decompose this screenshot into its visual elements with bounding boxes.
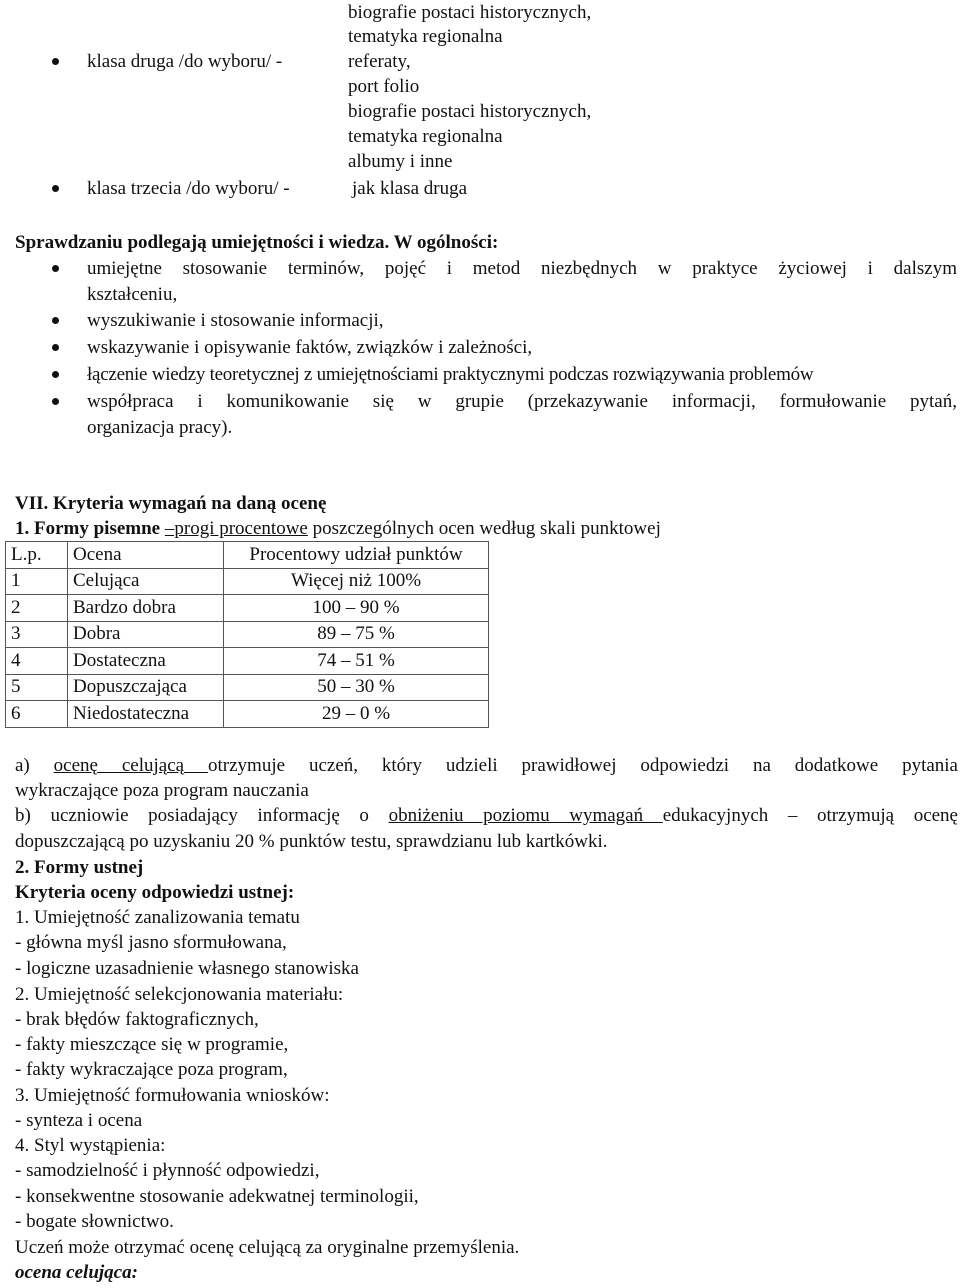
cell-grade: Bardzo dobra <box>68 595 224 622</box>
final-grade-label: ocena celująca: <box>15 1262 138 1283</box>
header-cell-percent: Procentowy udział punktów <box>224 542 489 569</box>
table-row <box>6 648 489 675</box>
note-a-highlight: ocenę celującą <box>53 755 209 776</box>
skills-item-1-line-1: umiejętne stosowanie terminów, pojęć i metod niezbędnych w praktyce życiowej i dalszym <box>87 258 957 279</box>
cell-lp: 3 <box>6 621 68 648</box>
skills-item-5-line-2: organizacja pracy). <box>87 417 233 438</box>
table-row <box>6 674 489 701</box>
cell-lp: 2 <box>6 595 68 622</box>
table-row <box>6 701 489 728</box>
skills-heading: Sprawdzaniu podlegają umiejętności i wiedza. W ogólności: <box>15 232 499 253</box>
bullet-icon <box>52 185 59 192</box>
oral-line: 3. Umiejętność formułowania wniosków: <box>15 1085 330 1106</box>
cell-percent: 100 – 90 % <box>224 595 489 622</box>
bullet-icon <box>52 58 59 65</box>
note-a-line-2: wykraczające poza program nauczania <box>15 780 309 801</box>
cell-percent: 74 – 51 % <box>224 648 489 675</box>
skills-item-5-line-1: współpraca i komunikowanie się w grupie (przekazywanie informacji, formułowanie pytań, <box>87 391 957 412</box>
bullet-icon <box>52 398 59 405</box>
note-b-rest: edukacyjnych – otrzymują ocenę <box>662 805 958 826</box>
grade-table <box>5 541 489 728</box>
oral-line: - główna myśl jasno sformułowana, <box>15 932 287 953</box>
class2-value-1: referaty, <box>348 51 411 72</box>
note-b-highlight: obniżeniu poziomu wymagań <box>388 805 663 826</box>
skills-item-3: wskazywanie i opisywanie faktów, związków i zależności, <box>87 337 533 358</box>
cell-percent: 89 – 75 % <box>224 621 489 648</box>
skills-item-1-line-2: kształceniu, <box>87 284 178 305</box>
oral-line: - brak błędów faktograficznych, <box>15 1009 259 1030</box>
class2-value-5: albumy i inne <box>348 151 453 172</box>
note-a-prefix: a) <box>15 755 54 776</box>
oral-line: 4. Styl wystąpienia: <box>15 1135 166 1156</box>
table-row <box>6 621 489 648</box>
class2-value-4: tematyka regionalna <box>348 126 503 147</box>
intro-line-2: tematyka regionalna <box>348 26 503 47</box>
percent-thresholds-label: –progi procentowe <box>164 518 308 539</box>
section-heading: VII. Kryteria wymagań na daną ocenę <box>15 493 327 514</box>
written-forms-label: 1. Formy pisemne <box>15 518 165 539</box>
class2-value-3: biografie postaci historycznych, <box>348 101 592 122</box>
oral-line: - konsekwentne stosowanie adekwatnej terminologii, <box>15 1186 419 1207</box>
bullet-icon <box>52 317 59 324</box>
class3-label: klasa trzecia /do wyboru/ - <box>87 178 290 199</box>
class2-value-2: port folio <box>348 76 420 97</box>
note-b-line-1 <box>15 803 958 828</box>
bullet-icon <box>52 371 59 378</box>
oral-line: - logiczne uzasadnienie własnego stanowiska <box>15 958 359 979</box>
note-a-line-1 <box>15 753 958 778</box>
cell-lp: 5 <box>6 674 68 701</box>
cell-percent: Więcej niż 100% <box>224 568 489 595</box>
oral-line: - samodzielność i płynność odpowiedzi, <box>15 1160 320 1181</box>
cell-percent: 50 – 30 % <box>224 674 489 701</box>
table-header-row <box>6 542 489 569</box>
cell-percent: 29 – 0 % <box>224 701 489 728</box>
bullet-icon <box>52 344 59 351</box>
class3-value: jak klasa druga <box>352 178 468 199</box>
oral-line: Uczeń może otrzymać ocenę celującą za oryginalne przemyślenia. <box>15 1237 520 1258</box>
table-row <box>6 595 489 622</box>
cell-grade: Niedostateczna <box>68 701 224 728</box>
skills-item-4: łączenie wiedzy teoretycznej z umiejętnościami praktycznymi podczas rozwiązywania problemów <box>87 364 814 385</box>
cell-lp: 4 <box>6 648 68 675</box>
oral-line: - fakty wykraczające poza program, <box>15 1059 288 1080</box>
oral-line: 1. Umiejętność zanalizowania tematu <box>15 907 300 928</box>
oral-line: 2. Umiejętność selekcjonowania materiału: <box>15 984 344 1005</box>
oral-line: - synteza i ocena <box>15 1110 143 1131</box>
oral-criteria-heading: Kryteria oceny odpowiedzi ustnej: <box>15 882 295 903</box>
written-forms-rest: poszczególnych ocen według skali punktowej <box>307 518 661 539</box>
skills-item-2: wyszukiwanie i stosowanie informacji, <box>87 310 384 331</box>
note-a-rest: otrzymuje uczeń, który udzieli prawidłowej odpowiedzi na dodatkowe pytania <box>208 755 958 776</box>
cell-lp: 6 <box>6 701 68 728</box>
oral-line: - bogate słownictwo. <box>15 1211 174 1232</box>
cell-grade: Dobra <box>68 621 224 648</box>
class2-label: klasa druga /do wyboru/ - <box>87 51 283 72</box>
intro-line-1: biografie postaci historycznych, <box>348 2 592 23</box>
written-forms-subheading <box>15 516 661 541</box>
note-b-line-2: dopuszczającą po uzyskaniu 20 % punktów testu, sprawdzianu lub kartkówki. <box>15 831 608 852</box>
note-b-prefix: b) uczniowie posiadający informację o <box>15 805 389 826</box>
table-row <box>6 568 489 595</box>
cell-grade: Dopuszczająca <box>68 674 224 701</box>
bullet-icon <box>52 265 59 272</box>
oral-heading: 2. Formy ustnej <box>15 857 144 878</box>
oral-line: - fakty mieszczące się w programie, <box>15 1034 289 1055</box>
cell-grade: Dostateczna <box>68 648 224 675</box>
header-cell-lp: L.p. <box>6 542 68 569</box>
cell-lp: 1 <box>6 568 68 595</box>
cell-grade: Celująca <box>68 568 224 595</box>
header-cell-grade: Ocena <box>68 542 224 569</box>
